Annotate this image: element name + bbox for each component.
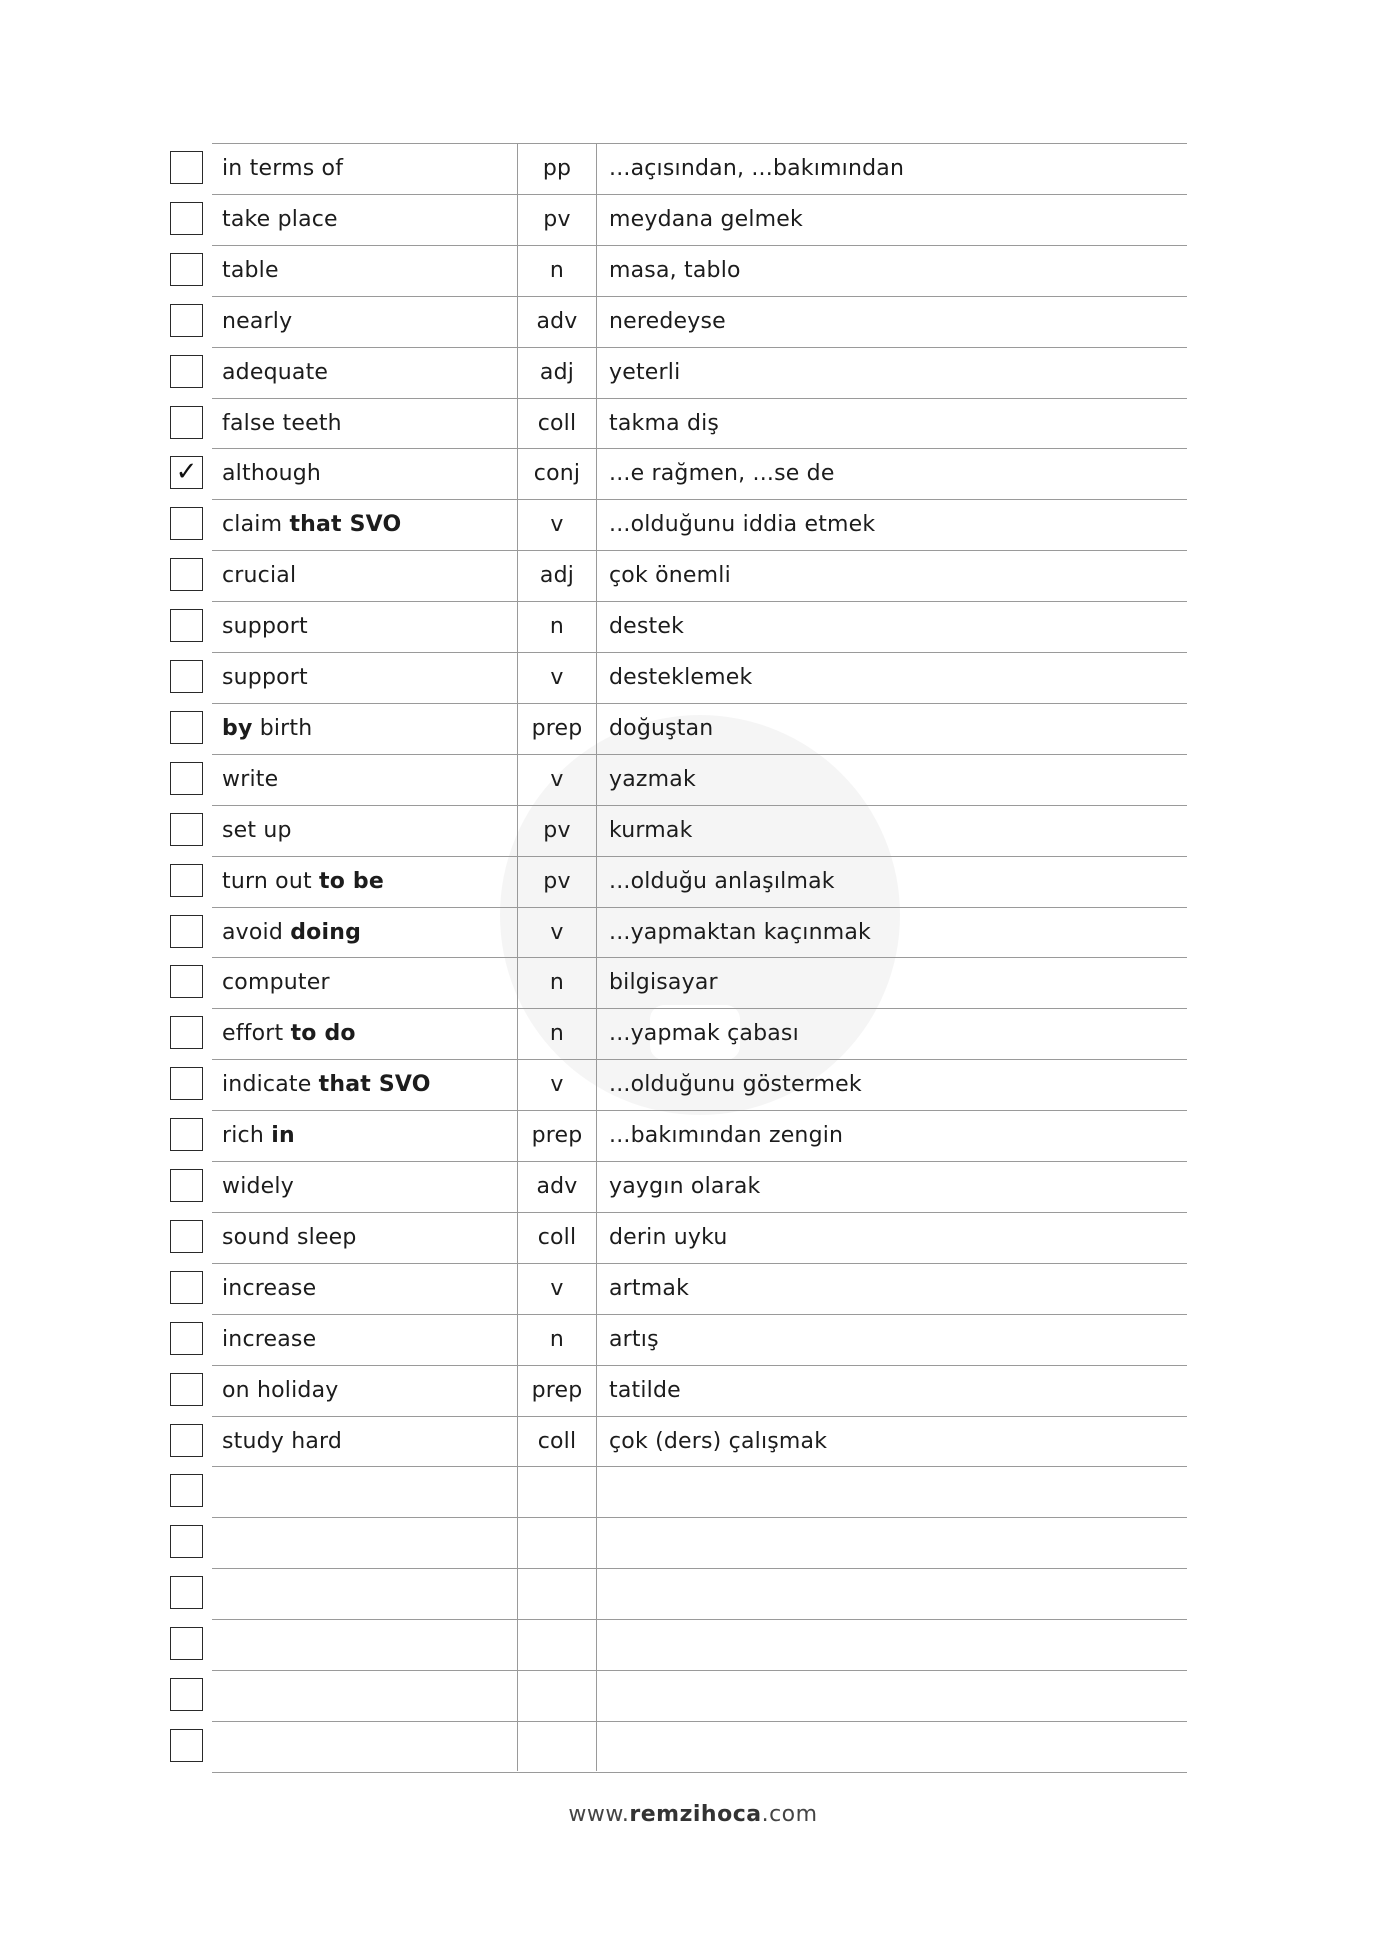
word-cell — [212, 1110, 517, 1161]
meaning-cell — [597, 1721, 1187, 1772]
word-cell — [212, 1721, 517, 1772]
table-row — [0, 1365, 1386, 1416]
pos-cell: adj — [539, 563, 575, 589]
meaning-cell: masa, tablo — [609, 257, 741, 283]
pos-cell: prep — [531, 1377, 583, 1403]
word-text: effort — [222, 1021, 291, 1047]
word-text: on holiday — [222, 1377, 339, 1403]
table-row — [0, 907, 1386, 958]
pos-cell: adv — [536, 1174, 578, 1199]
table-row — [0, 652, 1386, 703]
pos-cell — [518, 1517, 596, 1568]
meaning-cell: ...olduğu anlaşılmak — [609, 868, 835, 894]
word-cell — [212, 703, 517, 754]
word-text: false teeth — [222, 410, 342, 436]
word-text: table — [222, 257, 279, 283]
pos-cell: v — [550, 1275, 564, 1301]
word-keyword: that SVO — [318, 1072, 431, 1098]
pos-cell: v — [550, 512, 564, 538]
word-keyword: that SVO — [289, 512, 402, 538]
pos-cell: n — [549, 1021, 565, 1047]
word-text: in terms of — [222, 156, 344, 181]
word-cell — [212, 1059, 517, 1110]
word-text: adequate — [222, 359, 329, 385]
word-keyword: doing — [290, 919, 362, 945]
word-cell — [212, 1008, 517, 1059]
row-checkbox[interactable] — [170, 1220, 203, 1253]
meaning-cell: artmak — [609, 1275, 690, 1301]
word-text: write — [222, 766, 279, 792]
meaning-cell: ...yapmak çabası — [609, 1021, 799, 1047]
pos-cell — [518, 1568, 596, 1619]
table-row — [0, 143, 1386, 194]
table-row — [0, 1212, 1386, 1263]
meaning-cell: ...açısından, ...bakımından — [609, 156, 905, 181]
word-text: birth — [252, 715, 313, 741]
word-cell — [212, 398, 517, 449]
pos-cell: pv — [543, 206, 571, 232]
table-row — [0, 601, 1386, 652]
meaning-cell — [597, 1568, 1187, 1619]
table-row — [0, 194, 1386, 245]
row-checkbox[interactable] — [170, 151, 203, 184]
table-row — [0, 1416, 1386, 1467]
meaning-cell: ...olduğunu göstermek — [609, 1072, 862, 1098]
table-row — [0, 1721, 1386, 1772]
pos-cell: n — [549, 614, 565, 640]
pos-cell: prep — [531, 1123, 583, 1149]
pos-cell: prep — [531, 715, 583, 741]
row-checkbox[interactable] — [170, 1322, 203, 1355]
word-text: study hard — [222, 1428, 343, 1454]
table-row — [0, 1161, 1386, 1212]
word-text: support — [222, 614, 308, 640]
word-cell — [212, 499, 517, 550]
row-checkbox[interactable] — [170, 202, 203, 235]
word-text: avoid — [222, 919, 291, 945]
meaning-cell — [597, 1670, 1187, 1721]
meaning-cell: takma diş — [609, 410, 720, 436]
row-checkbox[interactable] — [170, 558, 203, 591]
table-row — [0, 1263, 1386, 1314]
table-row — [0, 1619, 1386, 1670]
table-row — [0, 1517, 1386, 1568]
word-cell — [212, 907, 517, 958]
meaning-cell: neredeyse — [609, 308, 726, 334]
word-text: widely — [222, 1174, 294, 1199]
meaning-cell: ...e rağmen, ...se de — [609, 461, 835, 487]
pos-cell: n — [549, 970, 565, 996]
word-text: crucial — [222, 563, 297, 589]
table-row — [0, 805, 1386, 856]
meaning-cell — [597, 1466, 1187, 1517]
row-checkbox[interactable] — [170, 355, 203, 388]
meaning-cell: doğuştan — [609, 715, 714, 741]
row-checkbox[interactable] — [170, 660, 203, 693]
word-cell — [212, 1568, 517, 1619]
meaning-cell: bilgisayar — [609, 970, 718, 996]
pos-cell: v — [550, 1072, 564, 1098]
pos-cell: pv — [543, 868, 571, 894]
pos-cell: v — [550, 766, 564, 792]
word-text: nearly — [222, 308, 293, 334]
word-cell — [212, 1161, 517, 1212]
table-row — [0, 245, 1386, 296]
row-checkbox[interactable]: ✓ — [170, 456, 203, 489]
table-row — [0, 499, 1386, 550]
word-cell — [212, 1263, 517, 1314]
word-cell — [212, 143, 517, 194]
word-text: indicate — [222, 1072, 319, 1098]
pos-cell: adj — [539, 359, 575, 385]
word-cell — [212, 194, 517, 245]
word-text: support — [222, 665, 308, 690]
row-checkbox[interactable] — [170, 1373, 203, 1406]
row-checkbox[interactable] — [170, 406, 203, 439]
column-divider-pos — [517, 143, 518, 1771]
pos-cell: adv — [536, 308, 578, 334]
row-checkbox[interactable] — [170, 1729, 203, 1762]
word-keyword: to do — [290, 1021, 356, 1047]
word-text: sound sleep — [222, 1224, 357, 1250]
meaning-cell: ...olduğunu iddia etmek — [609, 512, 876, 538]
word-keyword: to be — [319, 868, 384, 894]
table-row — [0, 1314, 1386, 1365]
word-cell — [212, 1670, 517, 1721]
meaning-cell: çok (ders) çalışmak — [609, 1428, 828, 1454]
word-keyword: by — [222, 715, 253, 741]
word-cell — [212, 601, 517, 652]
word-cell — [212, 856, 517, 907]
word-cell — [212, 652, 517, 703]
pos-cell: n — [549, 1326, 565, 1352]
meaning-cell: desteklemek — [609, 665, 753, 690]
word-cell — [212, 1212, 517, 1263]
word-cell — [212, 245, 517, 296]
word-cell — [212, 1365, 517, 1416]
meaning-cell — [597, 1619, 1187, 1670]
word-text: set up — [222, 817, 292, 843]
pos-cell: pv — [543, 817, 571, 843]
word-text: increase — [222, 1326, 317, 1352]
pos-cell — [518, 1721, 596, 1772]
table-row — [0, 856, 1386, 907]
meaning-cell: destek — [609, 614, 685, 640]
meaning-cell: yeterli — [609, 359, 681, 385]
word-cell — [212, 1416, 517, 1467]
table-row — [0, 1008, 1386, 1059]
table-row — [0, 1110, 1386, 1161]
table-row — [0, 754, 1386, 805]
row-checkbox[interactable] — [170, 965, 203, 998]
meaning-cell: yaygın olarak — [609, 1174, 761, 1199]
pos-cell: pp — [542, 156, 572, 181]
meaning-cell: artış — [609, 1326, 659, 1352]
row-checkbox[interactable] — [170, 1678, 203, 1711]
table-row — [0, 1059, 1386, 1110]
row-checkbox[interactable] — [170, 304, 203, 337]
word-text: take place — [222, 206, 338, 232]
meaning-cell: derin uyku — [609, 1224, 728, 1250]
word-cell — [212, 1517, 517, 1568]
word-cell — [212, 805, 517, 856]
word-text: although — [222, 461, 322, 487]
word-cell — [212, 754, 517, 805]
meaning-cell: kurmak — [609, 817, 693, 843]
pos-cell: conj — [533, 461, 581, 487]
pos-cell — [518, 1619, 596, 1670]
row-checkbox[interactable] — [170, 762, 203, 795]
row-checkbox[interactable] — [170, 1576, 203, 1609]
pos-cell: coll — [537, 1428, 577, 1454]
row-checkbox[interactable] — [170, 813, 203, 846]
table-row — [0, 347, 1386, 398]
row-checkbox[interactable] — [170, 1169, 203, 1202]
meaning-cell: ...yapmaktan kaçınmak — [609, 919, 871, 945]
column-divider-meaning — [596, 143, 597, 1771]
pos-cell: v — [550, 665, 564, 690]
table-row — [0, 398, 1386, 449]
table-row — [0, 703, 1386, 754]
row-checkbox[interactable] — [170, 864, 203, 897]
meaning-cell: meydana gelmek — [609, 206, 803, 232]
word-text: turn out — [222, 868, 319, 894]
footer-suffix: .com — [761, 1802, 818, 1827]
table-row — [0, 448, 1386, 499]
row-checkbox[interactable] — [170, 1118, 203, 1151]
word-text: increase — [222, 1275, 317, 1301]
word-cell — [212, 957, 517, 1008]
word-text: claim — [222, 512, 290, 538]
row-checkbox[interactable] — [170, 1474, 203, 1507]
pos-cell: v — [550, 919, 564, 945]
word-cell — [212, 1466, 517, 1517]
word-cell — [212, 347, 517, 398]
word-keyword: in — [271, 1123, 295, 1149]
row-checkbox[interactable] — [170, 1525, 203, 1558]
row-checkbox[interactable] — [170, 1271, 203, 1304]
row-rule — [212, 1772, 1187, 1773]
pos-cell: n — [549, 257, 565, 283]
table-row — [0, 550, 1386, 601]
table-row — [0, 957, 1386, 1008]
row-checkbox[interactable] — [170, 711, 203, 744]
row-checkbox[interactable] — [170, 609, 203, 642]
word-cell — [212, 448, 517, 499]
pos-cell: coll — [537, 410, 577, 436]
table-row — [0, 1670, 1386, 1721]
pos-cell: coll — [537, 1224, 577, 1250]
pos-cell — [518, 1466, 596, 1517]
row-checkbox[interactable] — [170, 1067, 203, 1100]
word-text: computer — [222, 970, 330, 996]
pos-cell — [518, 1670, 596, 1721]
meaning-cell: çok önemli — [609, 563, 731, 589]
word-cell — [212, 1619, 517, 1670]
word-text: rich — [222, 1123, 272, 1149]
meaning-cell: tatilde — [609, 1377, 681, 1403]
footer-url[interactable] — [0, 1802, 1386, 1827]
row-checkbox[interactable] — [170, 1627, 203, 1660]
row-checkbox[interactable] — [170, 1424, 203, 1457]
meaning-cell: yazmak — [609, 766, 696, 792]
footer-brand: remzihoca — [629, 1802, 762, 1827]
word-cell — [212, 296, 517, 347]
word-cell — [212, 1314, 517, 1365]
row-checkbox[interactable] — [170, 507, 203, 540]
table-row — [0, 296, 1386, 347]
row-checkbox[interactable] — [170, 915, 203, 948]
row-checkbox[interactable] — [170, 1016, 203, 1049]
row-checkbox[interactable] — [170, 253, 203, 286]
footer-prefix: www. — [568, 1802, 630, 1827]
table-row — [0, 1568, 1386, 1619]
word-cell — [212, 550, 517, 601]
meaning-cell: ...bakımından zengin — [609, 1123, 844, 1149]
meaning-cell — [597, 1517, 1187, 1568]
table-row — [0, 1466, 1386, 1517]
